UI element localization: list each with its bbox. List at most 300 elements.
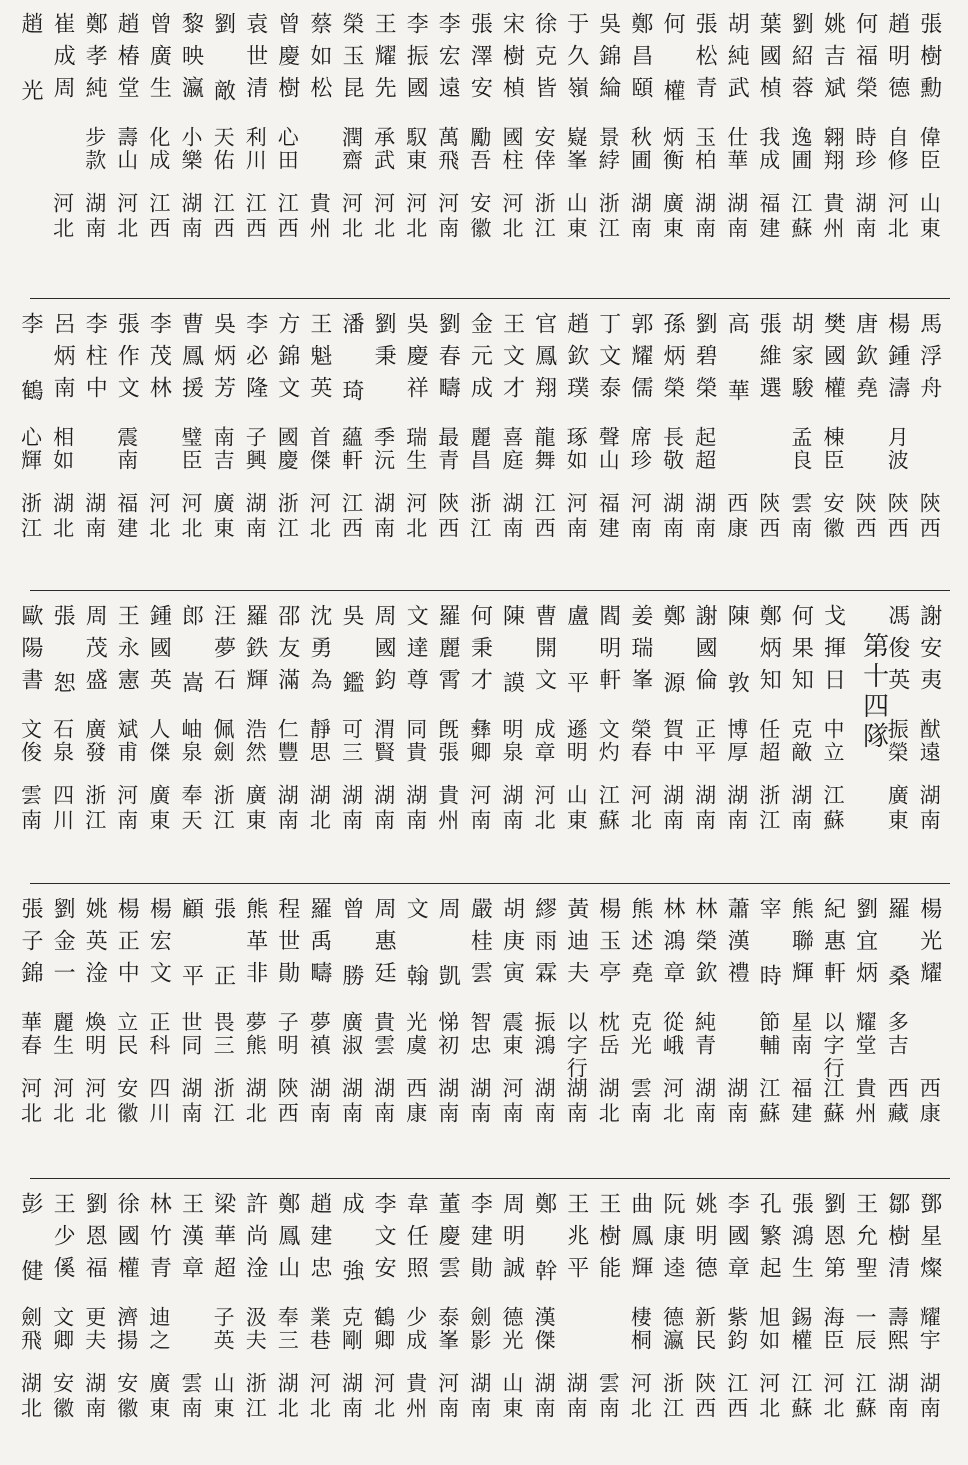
- entry-province: 江蘇: [596, 784, 621, 834]
- entry-province: 陝西: [435, 492, 460, 542]
- entry-name: 熊聯輝: [788, 897, 814, 993]
- entry-alias: 仁豐: [275, 718, 300, 764]
- entry-alias: 國柱: [500, 126, 524, 172]
- entry-name: 方錦文: [274, 312, 300, 408]
- entry-name: 鄭 幹: [531, 1192, 557, 1291]
- entry-province: 福建: [114, 492, 139, 542]
- entry-name: 王允聖: [852, 1192, 878, 1288]
- entry-name: 丁文泰: [595, 312, 621, 408]
- entry-province: 湖南: [660, 784, 685, 834]
- entry-alias: 耀宇: [917, 1306, 942, 1352]
- entry-name: 張作文: [114, 312, 140, 408]
- entry-alias: 以字行: [821, 1011, 845, 1080]
- entry-alias: 廣淑: [339, 1011, 364, 1057]
- section-heading: 第十四隊: [858, 632, 889, 752]
- entry-province: 河北: [756, 1372, 781, 1422]
- entry-province: 浙江: [467, 492, 492, 542]
- entry-name: 周 凱: [435, 897, 461, 996]
- entry-name: 蕭漢禮: [724, 897, 750, 993]
- entry-alias: 純青: [692, 1011, 717, 1057]
- entry-province: 河北: [82, 1077, 107, 1127]
- entry-province: 河北: [628, 1372, 653, 1422]
- entry-alias: 迪之: [146, 1306, 171, 1352]
- entry-province: 安徽: [50, 1372, 75, 1422]
- entry-name: 趙明德: [884, 12, 910, 108]
- entry-province: 貴州: [403, 1372, 428, 1422]
- entry-name: 袁世清: [242, 12, 268, 108]
- entry-alias: 化成: [146, 126, 171, 172]
- entry-alias: 正平: [692, 718, 717, 764]
- roster-block: [0, 300, 968, 585]
- entry-name: 楊玉亭: [595, 897, 621, 993]
- entry-name: 鄭 源: [660, 604, 685, 703]
- entry-name: 邵友滿: [274, 604, 300, 700]
- entry-province: 湖南: [788, 784, 813, 834]
- entry-name: 謝安夷: [916, 604, 942, 700]
- entry-alias: 心輝: [18, 426, 43, 472]
- section-divider: [30, 883, 950, 884]
- entry-alias: 承武: [371, 126, 396, 172]
- entry-name: 羅鉄輝: [242, 604, 268, 700]
- entry-name: 吳炳芳: [210, 312, 236, 408]
- entry-name: 王樹能: [595, 1192, 621, 1288]
- entry-name: 黃迪夫: [563, 897, 589, 993]
- entry-name: 劉紹蓉: [788, 12, 814, 108]
- entry-alias: 海臣: [821, 1306, 845, 1352]
- entry-alias: 子英: [211, 1306, 236, 1352]
- entry-province: 湖南: [371, 492, 396, 542]
- entry-alias: 嶷峯: [564, 126, 589, 172]
- entry-name: 趙欽璞: [563, 312, 589, 408]
- entry-alias: 壽熙: [885, 1306, 910, 1352]
- entry-province: 山東: [917, 192, 942, 242]
- entry-name: 曹開文: [531, 604, 557, 700]
- entry-name: 劉恩福: [82, 1192, 108, 1288]
- entry-province: 山東: [500, 1372, 524, 1422]
- entry-alias: 自修: [885, 126, 910, 172]
- entry-name: 許尚淦: [242, 1192, 268, 1288]
- entry-province: 湖南: [692, 192, 717, 242]
- entry-alias: 新民: [692, 1306, 717, 1352]
- entry-name: 蔡如松: [306, 12, 332, 108]
- entry-province: 河南: [500, 1077, 524, 1127]
- entry-name: 馬浮舟: [916, 312, 942, 408]
- entry-alias: 琢如: [564, 426, 589, 472]
- entry-name: 郭耀儒: [627, 312, 653, 408]
- entry-province: 湖南: [82, 1372, 107, 1422]
- entry-alias: 光虞: [403, 1011, 428, 1057]
- entry-province: 河北: [660, 1077, 685, 1127]
- entry-name: 歐陽書: [18, 604, 43, 700]
- entry-name: 陳 敦: [724, 604, 750, 703]
- entry-alias: 瑞生: [403, 426, 428, 472]
- entry-name: 林鴻章: [660, 897, 685, 993]
- entry-alias: 蘊軒: [339, 426, 364, 472]
- entry-alias: 石泉: [50, 718, 75, 764]
- entry-alias: 紫鈞: [724, 1306, 749, 1352]
- entry-alias: 克光: [628, 1011, 653, 1057]
- entry-province: 湖南: [243, 492, 268, 542]
- entry-province: 浙江: [532, 192, 557, 242]
- entry-name: 李振國: [403, 12, 429, 108]
- entry-name: 林竹青: [146, 1192, 172, 1288]
- entry-alias: 劍影: [467, 1306, 492, 1352]
- entry-name: 楊宏文: [146, 897, 172, 993]
- entry-name: 楊光耀: [916, 897, 942, 993]
- entry-alias: 貴雲: [371, 1011, 396, 1057]
- entry-province: 河北: [628, 784, 653, 834]
- entry-alias: 璧臣: [179, 426, 203, 472]
- entry-province: 陝西: [885, 492, 910, 542]
- entry-alias: 中立: [821, 718, 845, 764]
- entry-name: 姜瑞峯: [627, 604, 653, 700]
- entry-name: 李文安: [371, 1192, 397, 1288]
- entry-province: 河南: [467, 784, 492, 834]
- entry-name: 何果知: [788, 604, 814, 700]
- entry-alias: 明泉: [500, 718, 524, 764]
- entry-name: 何 權: [660, 12, 685, 111]
- entry-alias: 更夫: [82, 1306, 107, 1352]
- roster-entry: [907, 604, 951, 844]
- entry-province: 陝西: [853, 492, 878, 542]
- entry-name: 趙 光: [18, 12, 43, 111]
- entry-name: 唐欽堯: [852, 312, 878, 408]
- entry-province: 河北: [532, 784, 557, 834]
- entry-name: 胡純武: [724, 12, 750, 108]
- entry-name: 曹鳳援: [178, 312, 204, 408]
- entry-alias: 我成: [756, 126, 781, 172]
- entry-name: 姚明德: [692, 1192, 718, 1288]
- entry-alias: 德光: [500, 1306, 524, 1352]
- entry-province: 河北: [114, 192, 139, 242]
- entry-province: 河北: [371, 1372, 396, 1422]
- entry-name: 孔繁起: [756, 1192, 782, 1288]
- entry-province: 廣東: [146, 1372, 171, 1422]
- entry-province: 陝西: [692, 1372, 717, 1422]
- entry-province: 湖南: [564, 1372, 589, 1422]
- entry-name: 胡家駿: [788, 312, 814, 408]
- entry-name: 張維選: [756, 312, 782, 408]
- entry-alias: 振榮: [885, 718, 910, 764]
- entry-name: 周國鈞: [371, 604, 397, 700]
- entry-name: 胡庚寅: [499, 897, 525, 993]
- entry-name: 張 正: [210, 897, 236, 996]
- entry-name: 張松青: [692, 12, 718, 108]
- entry-province: 山東: [564, 192, 589, 242]
- entry-province: 湖南: [628, 192, 653, 242]
- entry-province: 湖南: [885, 1372, 910, 1422]
- entry-province: 湖南: [179, 192, 203, 242]
- entry-name: 紀惠軒: [820, 897, 846, 993]
- entry-province: 貴州: [821, 192, 845, 242]
- entry-name: 李必隆: [242, 312, 268, 408]
- entry-province: 西康: [917, 1077, 942, 1127]
- entry-alias: 長敬: [660, 426, 685, 472]
- entry-province: 江蘇: [788, 192, 813, 242]
- entry-name: 戈揮日: [820, 604, 846, 700]
- entry-name: 閻明軒: [595, 604, 621, 700]
- entry-province: 河南: [628, 492, 653, 542]
- entry-alias: 猷遠: [917, 718, 942, 764]
- entry-province: 河北: [821, 1372, 845, 1422]
- entry-alias: 心田: [275, 126, 300, 172]
- entry-province: 江蘇: [821, 1077, 845, 1127]
- entry-province: 湖南: [403, 784, 428, 834]
- entry-province: 湖南: [307, 1077, 332, 1127]
- entry-alias: 劍飛: [18, 1306, 43, 1352]
- entry-name: 沈勇為: [306, 604, 332, 700]
- entry-name: 官鳳翔: [531, 312, 557, 408]
- entry-alias: 小樂: [179, 126, 203, 172]
- entry-province: 湖南: [532, 1372, 557, 1422]
- entry-province: 湖北: [307, 784, 332, 834]
- entry-alias: 萬飛: [435, 126, 460, 172]
- entry-province: 浙江: [18, 492, 43, 542]
- entry-name: 趙椿堂: [114, 12, 140, 108]
- entry-province: 河北: [179, 492, 203, 542]
- entry-alias: 廣發: [82, 718, 107, 764]
- entry-name: 張鴻生: [788, 1192, 814, 1288]
- entry-province: 河南: [435, 192, 460, 242]
- entry-name: 崔成周: [50, 12, 76, 108]
- entry-name: 周茂盛: [82, 604, 108, 700]
- entry-name: 李柱中: [82, 312, 108, 408]
- entry-province: 湖南: [467, 1077, 492, 1127]
- entry-alias: 渭賢: [371, 718, 396, 764]
- entry-province: 河北: [50, 192, 75, 242]
- entry-province: 安徽: [467, 192, 492, 242]
- entry-alias: 喜庭: [500, 426, 524, 472]
- entry-alias: 遜明: [564, 718, 589, 764]
- entry-name: 曲鳳輝: [627, 1192, 653, 1288]
- roster-entry: [907, 1192, 951, 1432]
- entry-alias: 壽山: [114, 126, 139, 172]
- entry-alias: 孟良: [788, 426, 813, 472]
- entry-name: 王文才: [499, 312, 525, 408]
- entry-name: 程世勛: [274, 897, 300, 993]
- section-divider: [30, 590, 950, 591]
- entry-province: 江蘇: [788, 1372, 813, 1422]
- entry-name: 周惠廷: [371, 897, 397, 993]
- entry-alias: 濟揚: [114, 1306, 139, 1352]
- entry-name: 鄭孝純: [82, 12, 108, 108]
- entry-province: 湖南: [467, 1372, 492, 1422]
- entry-province: 湖北: [275, 1372, 300, 1422]
- roster-entry: [907, 12, 951, 252]
- entry-alias: 時珍: [853, 126, 878, 172]
- entry-alias: 錫權: [788, 1306, 813, 1352]
- entry-name: 劉金一: [50, 897, 76, 993]
- entry-alias: 正科: [146, 1011, 171, 1057]
- entry-alias: 彝卿: [467, 718, 492, 764]
- entry-province: 湖南: [724, 1077, 749, 1127]
- entry-name: 李茂林: [146, 312, 172, 408]
- entry-alias: 炳衡: [660, 126, 685, 172]
- entry-province: 湖南: [724, 784, 749, 834]
- entry-province: 湖南: [371, 784, 396, 834]
- entry-name: 呂炳南: [50, 312, 76, 408]
- roster-block: [0, 0, 968, 285]
- entry-name: 董慶雲: [435, 1192, 461, 1288]
- entry-name: 鄒樹清: [884, 1192, 910, 1288]
- entry-alias: 國慶: [275, 426, 300, 472]
- entry-alias: 景綍: [596, 126, 621, 172]
- entry-name: 姚吉斌: [820, 12, 846, 108]
- entry-alias: 夢禛: [307, 1011, 332, 1057]
- entry-name: 鄭昌頤: [627, 12, 653, 108]
- entry-province: 福建: [756, 192, 781, 242]
- entry-name: 徐克皆: [531, 12, 557, 108]
- entry-alias: 逸圃: [788, 126, 813, 172]
- entry-province: 江西: [724, 1372, 749, 1422]
- entry-alias: 多吉: [885, 1011, 910, 1057]
- entry-alias: 馭東: [403, 126, 428, 172]
- entry-alias: 相如: [50, 426, 75, 472]
- entry-name: 梁華超: [210, 1192, 236, 1288]
- entry-alias: 南吉: [211, 426, 236, 472]
- entry-alias: 旭如: [756, 1306, 781, 1352]
- entry-province: 湖南: [853, 192, 878, 242]
- entry-name: 鄭炳知: [756, 604, 782, 700]
- entry-name: 文 翰: [403, 897, 429, 996]
- entry-province: 河南: [435, 1372, 460, 1422]
- entry-province: 雲南: [18, 784, 43, 834]
- entry-name: 徐國權: [114, 1192, 140, 1288]
- entry-province: 湖南: [692, 784, 717, 834]
- entry-province: 湖南: [179, 1077, 203, 1127]
- entry-alias: 節輔: [756, 1011, 781, 1057]
- entry-name: 楊正中: [114, 897, 140, 993]
- entry-province: 雲南: [788, 492, 813, 542]
- entry-name: 羅 桑: [884, 897, 910, 996]
- entry-alias: 佩劍: [211, 718, 236, 764]
- entry-province: 湖南: [692, 1077, 717, 1127]
- entry-name: 張 恕: [50, 604, 76, 703]
- entry-alias: 業巷: [307, 1306, 332, 1352]
- entry-province: 江蘇: [756, 1077, 781, 1127]
- entry-name: 楊鍾濤: [884, 312, 910, 408]
- entry-name: 曾廣生: [146, 12, 172, 108]
- entry-province: 廣東: [885, 784, 910, 834]
- entry-name: 阮康逵: [660, 1192, 685, 1288]
- entry-province: 河北: [403, 492, 428, 542]
- entry-name: 張澤安: [467, 12, 493, 108]
- entry-province: 河北: [146, 492, 171, 542]
- entry-province: 河北: [885, 192, 910, 242]
- entry-alias: 岫泉: [179, 718, 203, 764]
- entry-name: 王耀先: [371, 12, 397, 108]
- entry-alias: 一辰: [853, 1306, 878, 1352]
- entry-name: 榮玉昆: [339, 12, 364, 108]
- entry-province: 浙江: [756, 784, 781, 834]
- entry-province: 安徽: [114, 1372, 139, 1422]
- entry-alias: 汲夫: [243, 1306, 268, 1352]
- entry-alias: 耀堂: [853, 1011, 878, 1057]
- entry-alias: 智忠: [467, 1011, 492, 1057]
- entry-name: 樊國權: [820, 312, 846, 408]
- entry-province: 廣東: [211, 492, 236, 542]
- entry-province: 湖南: [917, 1372, 942, 1422]
- entry-alias: 聲山: [596, 426, 621, 472]
- entry-alias: 成章: [532, 718, 557, 764]
- entry-alias: 從峨: [660, 1011, 685, 1057]
- entry-province: 浙江: [660, 1372, 685, 1422]
- entry-alias: 悌初: [435, 1011, 460, 1057]
- entry-name: 趙建忠: [306, 1192, 332, 1288]
- entry-alias: 同貴: [403, 718, 428, 764]
- entry-province: 陝西: [917, 492, 942, 542]
- roster-block: [0, 885, 968, 1170]
- entry-name: 羅禹疇: [306, 897, 332, 993]
- entry-alias: 棲桐: [628, 1306, 653, 1352]
- entry-province: 湖南: [500, 784, 524, 834]
- entry-name: 羅麗霄: [435, 604, 461, 700]
- entry-alias: 步款: [82, 126, 107, 172]
- roster-entry: [907, 312, 951, 552]
- entry-province: 廣東: [243, 784, 268, 834]
- entry-province: 江西: [532, 492, 557, 542]
- roster-entry: [907, 897, 951, 1137]
- entry-name: 金元成: [467, 312, 493, 408]
- entry-name: 鄭鳳山: [274, 1192, 300, 1288]
- entry-alias: 泰峯: [435, 1306, 460, 1352]
- entry-name: 周明誠: [499, 1192, 525, 1288]
- entry-province: 福建: [596, 492, 621, 542]
- entry-alias: 季沅: [371, 426, 396, 472]
- entry-province: 西康: [403, 1077, 428, 1127]
- entry-province: 湖南: [82, 492, 107, 542]
- entry-province: 湖南: [660, 492, 685, 542]
- entry-province: 浙江: [596, 192, 621, 242]
- entry-province: 湖南: [339, 784, 364, 834]
- entry-name: 宋樹楨: [499, 12, 525, 108]
- entry-province: 湖南: [564, 1077, 589, 1127]
- entry-province: 四川: [50, 784, 75, 834]
- entry-alias: 旣張: [435, 718, 460, 764]
- entry-province: 河北: [18, 1077, 43, 1127]
- entry-province: 陝西: [756, 492, 781, 542]
- entry-alias: 子興: [243, 426, 268, 472]
- entry-province: 貴州: [853, 1077, 878, 1127]
- entry-alias: 漢傑: [532, 1306, 557, 1352]
- entry-province: 江蘇: [821, 784, 845, 834]
- entry-alias: 浩然: [243, 718, 268, 764]
- entry-alias: 文卿: [50, 1306, 75, 1352]
- entry-province: 山東: [211, 1372, 236, 1422]
- entry-alias: 震南: [114, 426, 139, 472]
- entry-name: 陳 謨: [499, 604, 525, 703]
- entry-province: 江西: [146, 192, 171, 242]
- entry-name: 李國章: [724, 1192, 750, 1288]
- entry-name: 鄧星燦: [916, 1192, 942, 1288]
- entry-alias: 最青: [435, 426, 460, 472]
- entry-name: 成 強: [339, 1192, 364, 1291]
- entry-alias: 起超: [692, 426, 717, 472]
- entry-province: 江蘇: [853, 1372, 878, 1422]
- entry-alias: 偉臣: [917, 126, 942, 172]
- entry-province: 雲南: [596, 1372, 621, 1422]
- entry-alias: 文灼: [596, 718, 621, 764]
- entry-province: 河北: [307, 492, 332, 542]
- entry-province: 廣東: [146, 784, 171, 834]
- entry-alias: 潤齋: [339, 126, 364, 172]
- entry-alias: 振鴻: [532, 1011, 557, 1057]
- entry-alias: 可三: [339, 718, 364, 764]
- section-divider: [30, 1178, 950, 1179]
- entry-name: 李宏遠: [435, 12, 461, 108]
- entry-province: 廣東: [660, 192, 685, 242]
- entry-alias: 安倖: [532, 126, 557, 172]
